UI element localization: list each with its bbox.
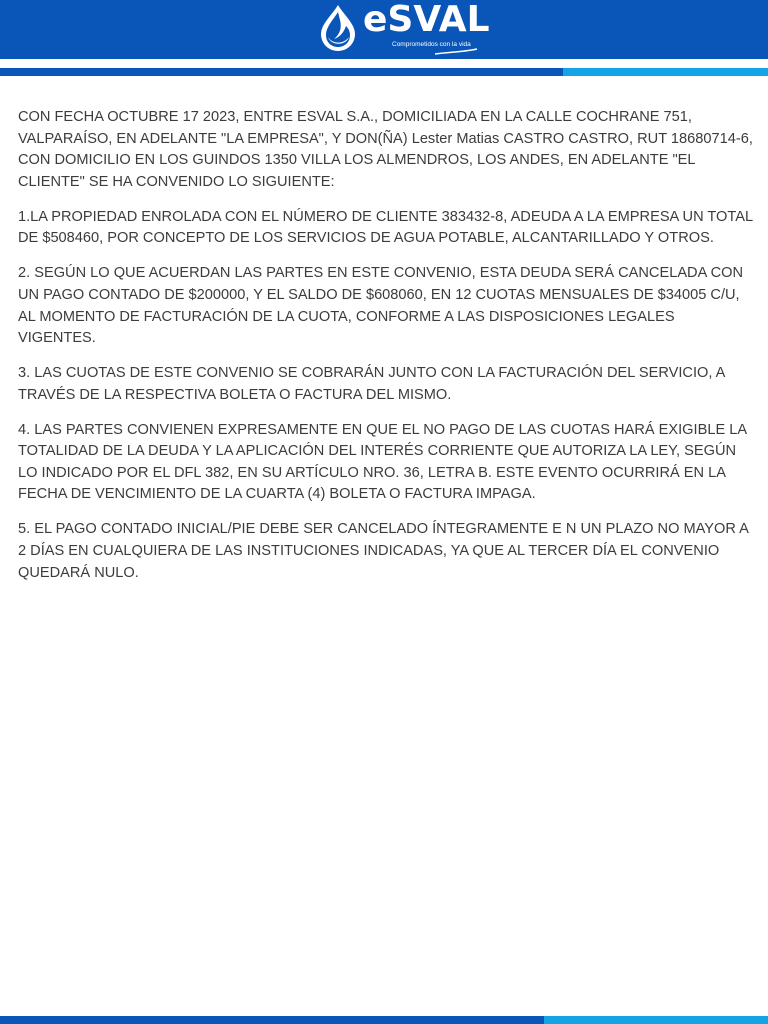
stripe-light-segment	[563, 68, 768, 76]
stripe-dark-segment	[0, 1016, 544, 1024]
clause-5-paragraph: 5. EL PAGO CONTADO INICIAL/PIE DEBE SER CANCELADO ÍNTEGRAMENTE E N UN PLAZO NO MAYOR A 2 DÍAS EN CUALQUIERA DE LAS INSTITUCIONES INDICADAS, YA QUE AL TERCER DÍA EL CONVENIO QUEDARÁ NULO.	[18, 521, 749, 581]
clause-1-paragraph: 1.LA PROPIEDAD ENROLADA CON EL NÚMERO DE CLIENTE 383432-8, ADEUDA A LA EMPRESA UN TOTAL DE $508460, POR CONCEPTO DE LOS SERVICIOS DE AGUA POTABLE, ALCANTARILLADO Y OTROS.	[18, 208, 753, 247]
logo-swoosh	[434, 48, 478, 56]
clause-2-paragraph: 2. SEGÚN LO QUE ACUERDAN LAS PARTES EN ESTE CONVENIO, ESTA DEUDA SERÁ CANCELADA CON UN PAGO CONTADO DE $200000, Y EL SALDO DE $608060, EN 12 CUOTAS MENSUALES DE $34005 C/U, AL MOMENTO DE FACTURACIÓN DE LA CUOTA, CONFORME A LAS DISPOSICIONES LEGALES VIGENTES.	[18, 265, 744, 347]
stripe-light-segment	[544, 1016, 768, 1024]
water-drop-icon	[318, 4, 358, 52]
clause-4-paragraph: 4. LAS PARTES CONVIENEN EXPRESAMENTE EN QUE EL NO PAGO DE LAS CUOTAS HARÁ EXIGIBLE LA TOTALIDAD DE LA DEUDA Y LA APLICACIÓN DEL INTERÉS CORRIENTE QUE AUTORIZA LA LEY, SEGÚN LO INDICADO POR EL DFL 382, EN SU ARTÍCULO NRO. 36, LETRA B. ESTE EVENTO OCURRIRÁ EN LA FECHA DE VENCIMIENTO DE LA CUARTA (4) BOLETA O FACTURA IMPAGA.	[18, 421, 747, 503]
agreement-intro-paragraph: CON FECHA OCTUBRE 17 2023, ENTRE ESVAL S.A., DOMICILIADA EN LA CALLE COCHRANE 751, VALPARAÍSO, EN ADELANTE "LA EMPRESA", Y DON(ÑA) Lester Matias CASTRO CASTRO, RUT 18680714-6, CON DOMICILIO EN LOS GUINDOS 1350 VILLA LOS ALMENDROS, LOS ANDES, EN ADELANTE "EL CLIENTE" SE HA CONVENIDO LO SIGUIENTE:	[18, 109, 753, 190]
logo-tagline: Comprometidos con la vida	[392, 41, 471, 48]
header-bar	[0, 0, 768, 59]
esval-logo	[316, 0, 490, 56]
top-divider-stripe	[0, 68, 768, 76]
logo-wordmark: eSVAL	[363, 0, 490, 40]
stripe-dark-segment	[0, 68, 563, 76]
agreement-text	[18, 107, 754, 598]
clause-3-paragraph: 3. LAS CUOTAS DE ESTE CONVENIO SE COBRARÁN JUNTO CON LA FACTURACIÓN DEL SERVICIO, A TRAVÉS DE LA RESPECTIVA BOLETA O FACTURA DEL MISMO.	[18, 365, 725, 403]
bottom-divider-stripe	[0, 1016, 768, 1024]
